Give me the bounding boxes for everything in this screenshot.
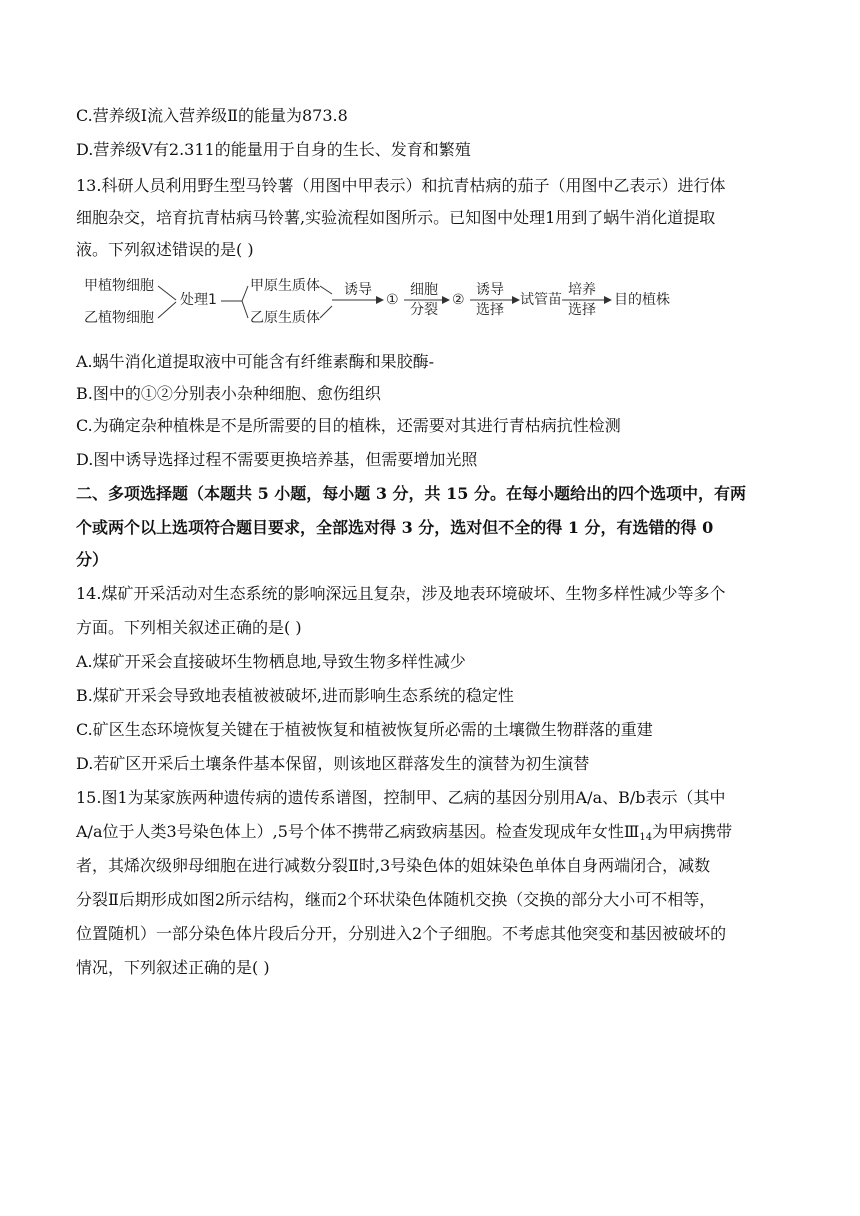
q15-line2-subscript: 14 [639,832,653,843]
option-c-q14: C.矿区生态环境恢复关键在于植被恢复和植被恢复所必需的土壤微生物群落的重建 [76,720,653,739]
flow-induce2: 诱导 [476,282,504,298]
option-d-q14: D.若矿区开采后土壤条件基本保留，则该地区群落发生的演替为初生演替 [76,754,590,773]
option-d-q12: D.营养级Ⅴ有2.311的能量用于自身的生长、发育和繁殖 [76,140,471,159]
flow-select2: 选择 [568,302,596,318]
option-c-q12: C.营养级Ⅰ流入营养级Ⅱ的能量为873.8 [76,106,348,125]
flow-jia-cell: 甲植物细胞 [84,278,154,294]
q15-line2-head: A/a位于人类3号染色体上）,5号个体不携带乙病致病基因。检查发现成年女性Ⅲ [76,822,640,841]
question-15-line5: 位置随机）一部分染色体片段后分开，分别进入2个子细胞。不考虑其他突变和基因被破坏的 [76,924,727,943]
question-15-line3: 者，其烯次级卵母细胞在进行减数分裂Ⅱ时,3号染色体的姐妹染色单体自身两端闭合，减数 [76,856,711,875]
option-d-q13: D.图中诱导选择过程不需要更换培养基，但需要增加光照 [76,450,478,469]
flow-yi-cell: 乙植物细胞 [84,310,154,326]
flow-circle1: ① [386,292,399,308]
section-2-heading-line1: 二、多项选择题（本题共 5 小题，每小题 3 分，共 15 分。在每小题给出的四个选项中，有两 [76,484,746,503]
flow-seedling: 试管苗 [520,292,562,308]
flow-divide: 分裂 [410,302,438,318]
question-14-line2: 方面。下列相关叙述正确的是( ) [76,618,302,637]
question-15-line1: 15.图1为某家族两种遗传病的遗传系谱图，控制甲、乙病的基因分别用A/a、B/b表示（其中 [76,788,726,807]
flow-select: 选择 [476,302,504,318]
question-13-line2: 细胞杂交，培育抗青枯病马铃薯,实验流程如图所示。已知图中处理1用到了蜗牛消化道提取 [76,208,716,227]
question-15-line2 [76,822,786,845]
option-b-q14: B.煤矿开采会导致地表植被被破坏,进而影响生态系统的稳定性 [76,686,514,705]
flow-culture: 培养 [568,282,596,298]
option-b-q13: B.图中的①②分别表小杂种细胞、愈伤组织 [76,384,381,403]
flow-treat1: 处理1 [180,292,217,308]
option-a-q13: A.蜗牛消化道提取液中可能含有纤维素酶和果胶酶- [76,352,435,371]
process-flow-diagram [76,272,676,332]
section-2-heading-line2: 个或两个以上选项符合题目要求，全部选对得 3 分，选对但不全的得 1 分，有选错的得 0 [76,518,714,537]
flow-circle2: ② [452,292,465,308]
question-14-line1: 14.煤矿开采活动对生态系统的影响深远且复杂，涉及地表环境破坏、生物多样性减少等多个 [76,584,726,603]
option-a-q14: A.煤矿开采会直接破坏生物栖息地,导致生物多样性减少 [76,652,466,671]
flow-induce: 诱导 [344,282,372,298]
flow-cell: 细胞 [410,282,438,298]
flow-jia-proto: 甲原生质体 [250,278,320,294]
question-15-line6: 情况，下列叙述正确的是( ) [76,958,270,977]
option-c-q13: C.为确定杂种植株是不是所需要的目的植株，还需要对其进行青枯病抗性检测 [76,416,621,435]
question-13-line1: 13.科研人员利用野生型马铃薯（用图中甲表示）和抗青枯病的茄子（用图中乙表示）进行体 [76,176,726,195]
q15-line2-tail: 为甲病携带 [652,822,733,841]
flow-yi-proto: 乙原生质体 [250,310,320,326]
section-2-heading-line3: 分） [76,550,109,569]
question-15-line4: 分裂Ⅱ后期形成如图2所示结构，继而2个环状染色体随机交换（交换的部分大小可不相等， [76,890,716,909]
flow-target: 目的植株 [614,292,670,308]
question-13-line3: 液。下列叙述错误的是( ) [76,240,254,259]
